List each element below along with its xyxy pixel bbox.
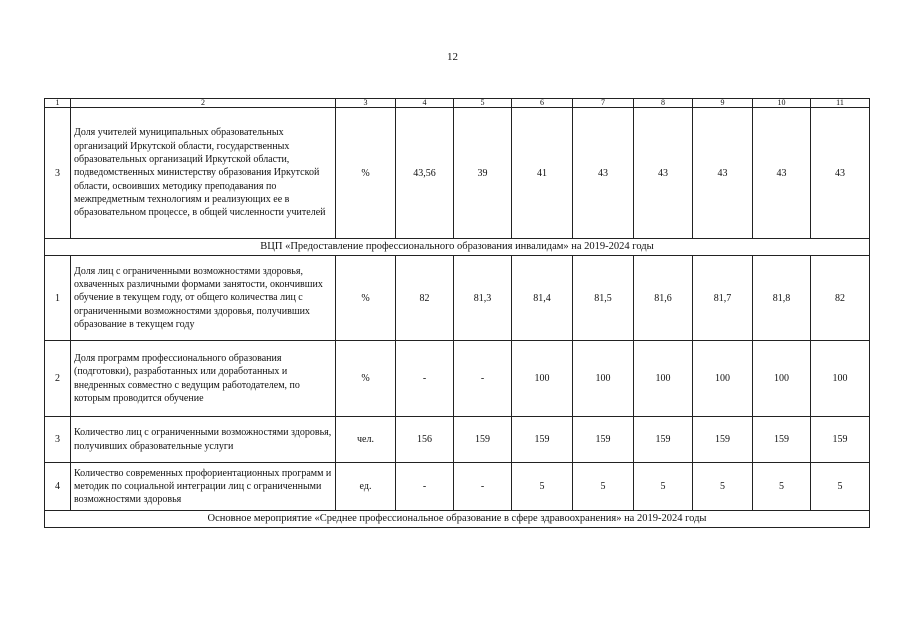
value-cell: 43: [634, 108, 693, 239]
value-cell: 82: [811, 256, 870, 341]
section-row: [45, 239, 870, 256]
row-number: 3: [45, 417, 71, 463]
header-cell: 10: [753, 99, 811, 108]
value-cell: 39: [454, 108, 512, 239]
value-cell: 159: [693, 417, 753, 463]
section-title: ВЦП «Предоставление профессионального образования инвалидам» на 2019-2024 годы: [45, 239, 870, 256]
header-cell: 7: [573, 99, 634, 108]
row-number: 4: [45, 463, 71, 511]
value-cell: 100: [811, 341, 870, 417]
value-cell: 41: [512, 108, 573, 239]
value-cell: 5: [512, 463, 573, 511]
value-cell: 81,5: [573, 256, 634, 341]
row-number: 3: [45, 108, 71, 239]
indicator-name: Доля лиц с ограниченными возможностями здоровья, охваченных различными формами занятости, окончивших обучение в текущем году, от общего количества лиц с ограниченными возможностями здоровья, получивших образование в текущем году: [71, 256, 336, 341]
value-cell: 81,6: [634, 256, 693, 341]
value-cell: 159: [753, 417, 811, 463]
value-cell: 100: [693, 341, 753, 417]
header-cell: 3: [336, 99, 396, 108]
value-cell: 81,3: [454, 256, 512, 341]
header-cell: 2: [71, 99, 336, 108]
table-row: [45, 417, 870, 463]
value-cell: -: [454, 463, 512, 511]
header-cell: 5: [454, 99, 512, 108]
value-cell: 5: [693, 463, 753, 511]
unit-cell: %: [336, 108, 396, 239]
table-row: [45, 463, 870, 511]
value-cell: 100: [753, 341, 811, 417]
unit-cell: %: [336, 256, 396, 341]
value-cell: 159: [634, 417, 693, 463]
value-cell: 81,7: [693, 256, 753, 341]
table-row: [45, 341, 870, 417]
value-cell: 156: [396, 417, 454, 463]
indicator-name: Доля программ профессионального образования (подготовки), разработанных или доработанных и внедренных совместно с ведущим работодателем, по которым проводится обучение: [71, 341, 336, 417]
value-cell: 5: [634, 463, 693, 511]
value-cell: 5: [811, 463, 870, 511]
value-cell: 159: [811, 417, 870, 463]
unit-cell: чел.: [336, 417, 396, 463]
value-cell: 5: [573, 463, 634, 511]
value-cell: 159: [573, 417, 634, 463]
indicator-name: Количество современных профориентационных программ и методик по социальной интеграции лиц с ограниченными возможностями здоровья: [71, 463, 336, 511]
value-cell: 43: [693, 108, 753, 239]
header-cell: 1: [45, 99, 71, 108]
header-cell: 4: [396, 99, 454, 108]
value-cell: 5: [753, 463, 811, 511]
header-cell: 6: [512, 99, 573, 108]
value-cell: 43: [573, 108, 634, 239]
value-cell: 159: [454, 417, 512, 463]
row-number: 2: [45, 341, 71, 417]
row-number: 1: [45, 256, 71, 341]
value-cell: 100: [634, 341, 693, 417]
value-cell: 81,8: [753, 256, 811, 341]
page-number: 12: [447, 51, 458, 63]
value-cell: 43,56: [396, 108, 454, 239]
table-row: [45, 108, 870, 239]
header-cell: 9: [693, 99, 753, 108]
value-cell: -: [396, 341, 454, 417]
section-title: Основное мероприятие «Среднее профессиональное образование в сфере здравоохранения» на 2019-2024 годы: [45, 511, 870, 528]
value-cell: 81,4: [512, 256, 573, 341]
indicators-table: [44, 98, 870, 528]
unit-cell: ед.: [336, 463, 396, 511]
indicator-name: Количество лиц с ограниченными возможностями здоровья, получивших образовательные услуги: [71, 417, 336, 463]
value-cell: 159: [512, 417, 573, 463]
column-number-header-row: [45, 99, 870, 108]
value-cell: 82: [396, 256, 454, 341]
header-cell: 11: [811, 99, 870, 108]
header-cell: 8: [634, 99, 693, 108]
value-cell: -: [396, 463, 454, 511]
value-cell: 43: [753, 108, 811, 239]
unit-cell: %: [336, 341, 396, 417]
indicator-name: Доля учителей муниципальных образовательных организаций Иркутской области, государственных образовательных организаций Иркутской области, подведомственных министерству образования Иркутской области, освоивших методику преподавания по межпредметным технологиям и реализующих ее в образовательном процессе, в общей численности учителей: [71, 108, 336, 239]
table-row: [45, 256, 870, 341]
value-cell: 100: [573, 341, 634, 417]
value-cell: 43: [811, 108, 870, 239]
value-cell: -: [454, 341, 512, 417]
value-cell: 100: [512, 341, 573, 417]
section-row: [45, 511, 870, 528]
